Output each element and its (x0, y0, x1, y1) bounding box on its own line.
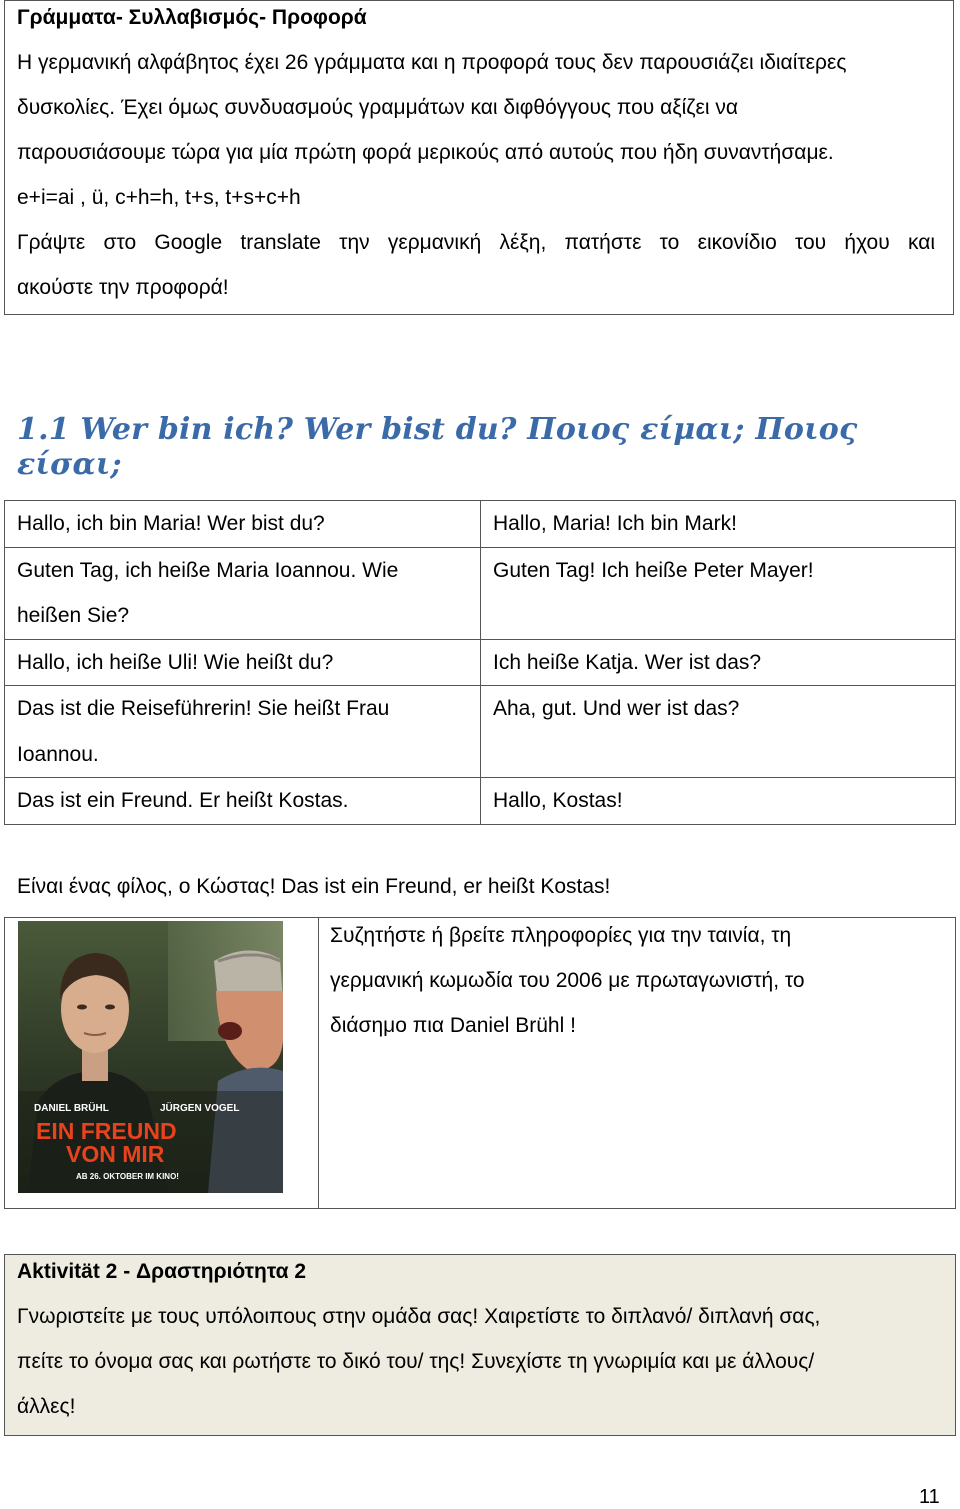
movie-box (4, 917, 956, 1209)
activity-text-line: πείτε το όνομα σας και ρωτήστε το δικό του/ της! Συνεχίστε τη γνωριμία και με άλλους/ (17, 1350, 815, 1373)
box-text-line: Γράψτε στο Google translate την γερμανική λέξη, πατήστε το εικονίδιο του ήχου και (17, 231, 935, 254)
box-text-line: Η γερμανική αλφάβητος έχει 26 γράμματα και η προφορά τους δεν παρουσιάζει ιδιαίτερες (17, 51, 847, 74)
box-title: Γράμματα- Συλλαβισμός- Προφορά (17, 6, 367, 29)
table-row (5, 501, 956, 548)
dialog-cell-right: Aha, gut. Und wer ist das? (481, 686, 956, 778)
column-divider (318, 918, 319, 1208)
poster-actor-left: DANIEL BRÜHL (34, 1103, 109, 1114)
alphabet-box (4, 0, 954, 315)
table-row (5, 547, 956, 639)
table-row (5, 686, 956, 778)
box-text-line: παρουσιάσουμε τώρα για μία πρώτη φορά μερικούς από αυτούς που ήδη συναντήσαμε. (17, 141, 834, 164)
box-text-line: ακούστε την προφορά! (17, 276, 229, 299)
dialog-cell-right: Ich heiße Katja. Wer ist das? (481, 639, 956, 686)
dialog-cell-left: Hallo, ich bin Maria! Wer bist du? (5, 501, 481, 548)
table-row (5, 778, 956, 825)
page-number: 11 (919, 1486, 940, 1508)
caption-text: Είναι ένας φίλος, ο Κώστας! Das ist ein Freund, er heißt Kostas! (17, 875, 611, 898)
dialog-cell-right: Guten Tag! Ich heiße Peter Mayer! (481, 547, 956, 639)
poster-release: AB 26. OKTOBER IM KINO! (76, 1172, 179, 1181)
activity-title: Aktivität 2 - Δραστηριότητα 2 (17, 1260, 307, 1283)
section-heading: 1.1 Wer bin ich? Wer bist du? Ποιος είμαι; Ποιος είσαι; (17, 412, 858, 482)
dialog-cell-right: Hallo, Kostas! (481, 778, 956, 825)
activity-text-line: άλλες! (17, 1395, 76, 1418)
dialog-table (4, 500, 956, 825)
box-text-line: δυσκολίες. Έχει όμως συνδυασμούς γραμμάτων και διφθόγγους που αξίζει να (17, 96, 739, 119)
movie-text-line: Συζητήστε ή βρείτε πληροφορίες για την ταινία, τη (330, 924, 792, 947)
activity-text-line: Γνωριστείτε με τους υπόλοιπους στην ομάδα σας! Χαιρετίστε το διπλανό/ διπλανή σας, (17, 1305, 821, 1328)
dialog-cell-left: Hallo, ich heiße Uli! Wie heißt du? (5, 639, 481, 686)
movie-text-line: γερμανική κωμωδία του 2006 με πρωταγωνιστή, το (330, 969, 805, 992)
movie-poster-image (18, 921, 283, 1193)
table-row (5, 639, 956, 686)
poster-title-line2: VON MIR (66, 1141, 165, 1167)
poster-title-line1: EIN FREUND (36, 1118, 177, 1144)
dialog-cell-left: Das ist ein Freund. Er heißt Kostas. (5, 778, 481, 825)
dialog-cell-left: Guten Tag, ich heiße Maria Ioannou. Wie heißen Sie? (5, 547, 481, 639)
box-text-line: e+i=ai , ü, c+h=h, t+s, t+s+c+h (17, 186, 301, 209)
activity-box (4, 1254, 956, 1436)
dialog-cell-right: Hallo, Maria! Ich bin Mark! (481, 501, 956, 548)
movie-text-line: διάσημο πια Daniel Brühl ! (330, 1014, 576, 1037)
poster-actor-right: JÜRGEN VOGEL (160, 1103, 240, 1114)
dialog-cell-left: Das ist die Reiseführerin! Sie heißt Frau Ioannou. (5, 686, 481, 778)
